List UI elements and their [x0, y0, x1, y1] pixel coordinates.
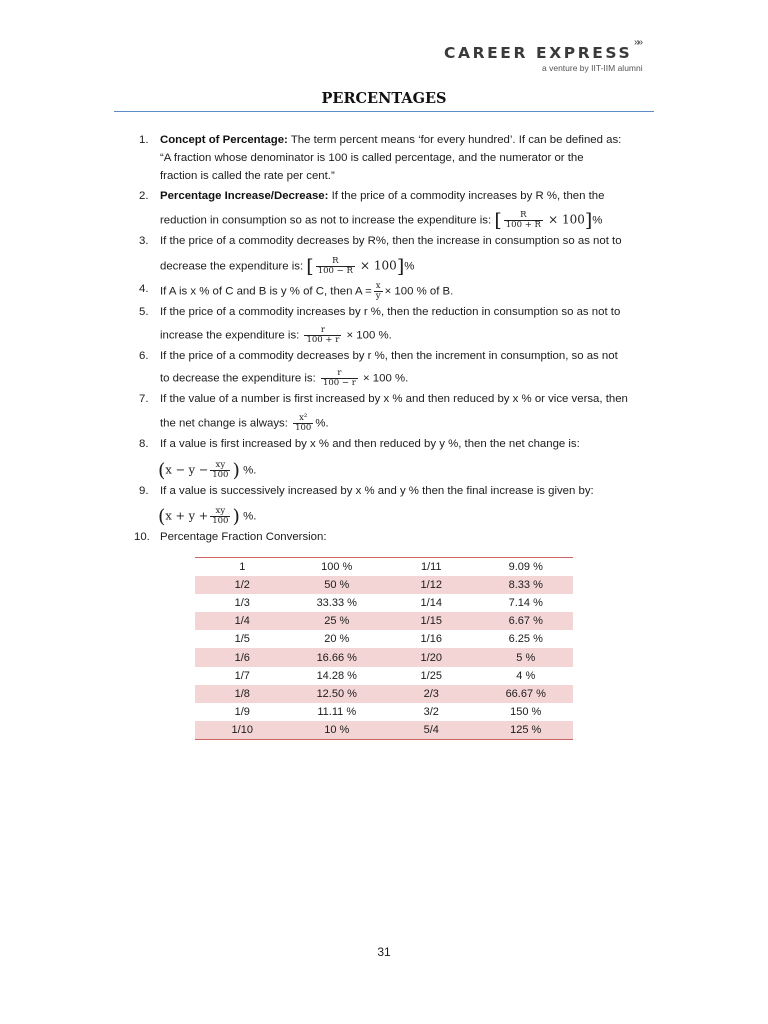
item-3-line-1: If the price of a commodity decreases by R%, then the increase in consumption so as not to — [160, 235, 622, 247]
item-7-line-2: the net change is always: $\frac{\text{x²}}{100}$ %. — [160, 413, 329, 433]
item-5-line-2: increase the expenditure is: $\frac{r}{100 + r}$ × 100 %. — [160, 325, 392, 345]
item-number-8: 8. — [139, 438, 149, 450]
item-10-line-1: Percentage Fraction Conversion: — [160, 531, 327, 543]
item-number-10: 10. — [134, 531, 150, 543]
item-2-text: If the price of a commodity increases by R %, then the — [328, 190, 605, 202]
table-cell: 1/7 — [234, 669, 250, 682]
item-6-line-1: If the price of a commodity decreases by r %, then the increment in consumption, so as not — [160, 350, 618, 362]
item-2-line-2: reduction in consumption so as not to increase the expenditure is: [ $\frac{R}{100 + R}$ × 100]% — [160, 209, 603, 232]
page-title: PERCENTAGES — [321, 90, 447, 107]
table-row — [195, 648, 573, 666]
item-4-line-1: If A is x % of C and B is y % of C, then A = $\frac{x}{y}$ × 100 % of B. — [160, 281, 454, 301]
item-number-2: 2. — [139, 190, 149, 202]
table-row — [195, 594, 573, 612]
table-cell: 1/2 — [195, 576, 290, 594]
chevron-icon: »» — [634, 37, 642, 48]
item-1-text: The term percent means ‘for every hundred’. If can be defined as: — [287, 134, 622, 146]
table-cell: 1/9 — [234, 706, 250, 719]
table-cell: 1/14 — [420, 596, 442, 609]
item-number-4: 4. — [139, 283, 149, 295]
table-row — [195, 558, 573, 576]
table-row — [195, 612, 573, 630]
item-5-fraction: $\frac{r}{100 + r}$ — [306, 325, 340, 345]
table-cell: 1/16 — [420, 633, 442, 646]
item-5-line-1: If the price of a commodity increases by r %, then the reduction in consumption so as not to — [160, 306, 621, 318]
table-cell: 10 % — [290, 721, 385, 739]
item-3-line-2: decrease the expenditure is: [ $\frac{R}{100 - R}$ × 100]% — [160, 255, 415, 278]
table-cell: 1/5 — [234, 633, 250, 646]
table-cell: 66.67 % — [479, 685, 574, 703]
table-cell: 6.67 % — [479, 612, 574, 630]
table-cell: 1/11 — [384, 558, 479, 576]
item-2-text-2: reduction in consumption so as not to increase the expenditure is: — [160, 214, 492, 227]
item-number-7: 7. — [139, 393, 149, 405]
table-cell: 125 % — [479, 721, 574, 739]
table-cell: 16.66 % — [290, 648, 385, 666]
item-1-line-2: “A fraction whose denominator is 100 is called percentage, and the numerator or the — [160, 152, 584, 164]
table-cell: 12.50 % — [290, 685, 385, 703]
table-cell: 1/8 — [195, 685, 290, 703]
table-cell: 5 % — [479, 648, 574, 666]
table-cell: 1/12 — [384, 576, 479, 594]
item-number-1: 1. — [139, 134, 149, 146]
item-number-3: 3. — [139, 235, 149, 247]
item-7-fraction: $\frac{\text{x²}}{100}$ — [295, 413, 312, 433]
table-row — [195, 685, 573, 703]
table-row — [195, 667, 573, 685]
table-cell: 25 % — [290, 612, 385, 630]
item-2-fraction: $\frac{R}{100 + R}$ — [505, 210, 541, 230]
table-cell: 8.33 % — [479, 576, 574, 594]
table-cell: 1/3 — [234, 596, 250, 609]
table-cell: 1 — [195, 558, 290, 576]
item-8-formula: (x − y − $\frac{xy}{100}$ ) %. — [158, 459, 257, 482]
item-4-fraction: $\frac{x}{y}$ — [375, 281, 381, 301]
table-cell: 14.28 % — [316, 669, 357, 682]
item-3-fraction: $\frac{R}{100 - R}$ — [317, 256, 353, 276]
career-express-logo — [444, 37, 654, 73]
table-cell: 33.33 % — [316, 596, 357, 609]
item-number-9: 9. — [139, 485, 149, 497]
table-cell: 1/6 — [195, 648, 290, 666]
table-cell: 5/4 — [384, 721, 479, 739]
page-number: 31 — [377, 945, 391, 959]
table-cell: 11.11 % — [317, 706, 357, 719]
table-row — [195, 721, 573, 739]
item-8-fraction: $\frac{xy}{100}$ — [212, 460, 229, 480]
table-cell: 50 % — [290, 576, 385, 594]
percentage-fraction-table — [195, 557, 573, 740]
table-cell: 6.25 % — [508, 633, 543, 646]
item-1-heading: Concept of Percentage: — [160, 134, 288, 146]
title-divider — [114, 111, 654, 112]
table-row — [195, 630, 573, 648]
item-9-formula: (x + y + $\frac{xy}{100}$ ) %. — [158, 505, 257, 528]
table-cell: 9.09 % — [479, 558, 574, 576]
item-9-fraction: $\frac{xy}{100}$ — [212, 506, 229, 526]
table-row — [195, 703, 573, 721]
table-cell: 1/25 — [420, 669, 442, 682]
item-number-5: 5. — [139, 306, 149, 318]
table-cell: 3/2 — [423, 706, 439, 719]
table-row — [195, 576, 573, 594]
table-cell: 100 % — [290, 558, 385, 576]
table-cell: 20 % — [324, 633, 350, 646]
table-cell: 1/20 — [384, 648, 479, 666]
table-cell: 1/4 — [195, 612, 290, 630]
item-2-line-1 — [160, 189, 604, 203]
item-6-line-2: to decrease the expenditure is: $\frac{r}{100 - r}$ × 100 %. — [160, 368, 409, 388]
table-cell: 150 % — [510, 706, 542, 719]
item-1-line-3: fraction is called the rate per cent.” — [160, 170, 335, 182]
table-cell: 2/3 — [384, 685, 479, 703]
item-8-line-1: If a value is first increased by x % and then reduced by y %, then the net change is: — [160, 438, 580, 450]
table-cell: 1/10 — [195, 721, 290, 739]
item-1-line-1 — [160, 133, 621, 147]
item-7-line-1: If the value of a number is first increased by x % and then reduced by x % or vice versa, then — [160, 393, 628, 405]
logo-text: CAREER EXPRESS — [444, 44, 633, 62]
table-cell: 4 % — [516, 669, 536, 682]
logo-tagline: a venture by IIT-IIM alumni — [542, 63, 643, 73]
item-number-6: 6. — [139, 350, 149, 362]
table-cell: 1/15 — [384, 612, 479, 630]
item-6-fraction: $\frac{r}{100 - r}$ — [322, 368, 356, 388]
table-cell: 7.14 % — [508, 596, 543, 609]
item-9-line-1: If a value is successively increased by x % and y % then the final increase is given by: — [160, 485, 594, 497]
item-2-heading: Percentage Increase/Decrease: — [160, 190, 329, 202]
